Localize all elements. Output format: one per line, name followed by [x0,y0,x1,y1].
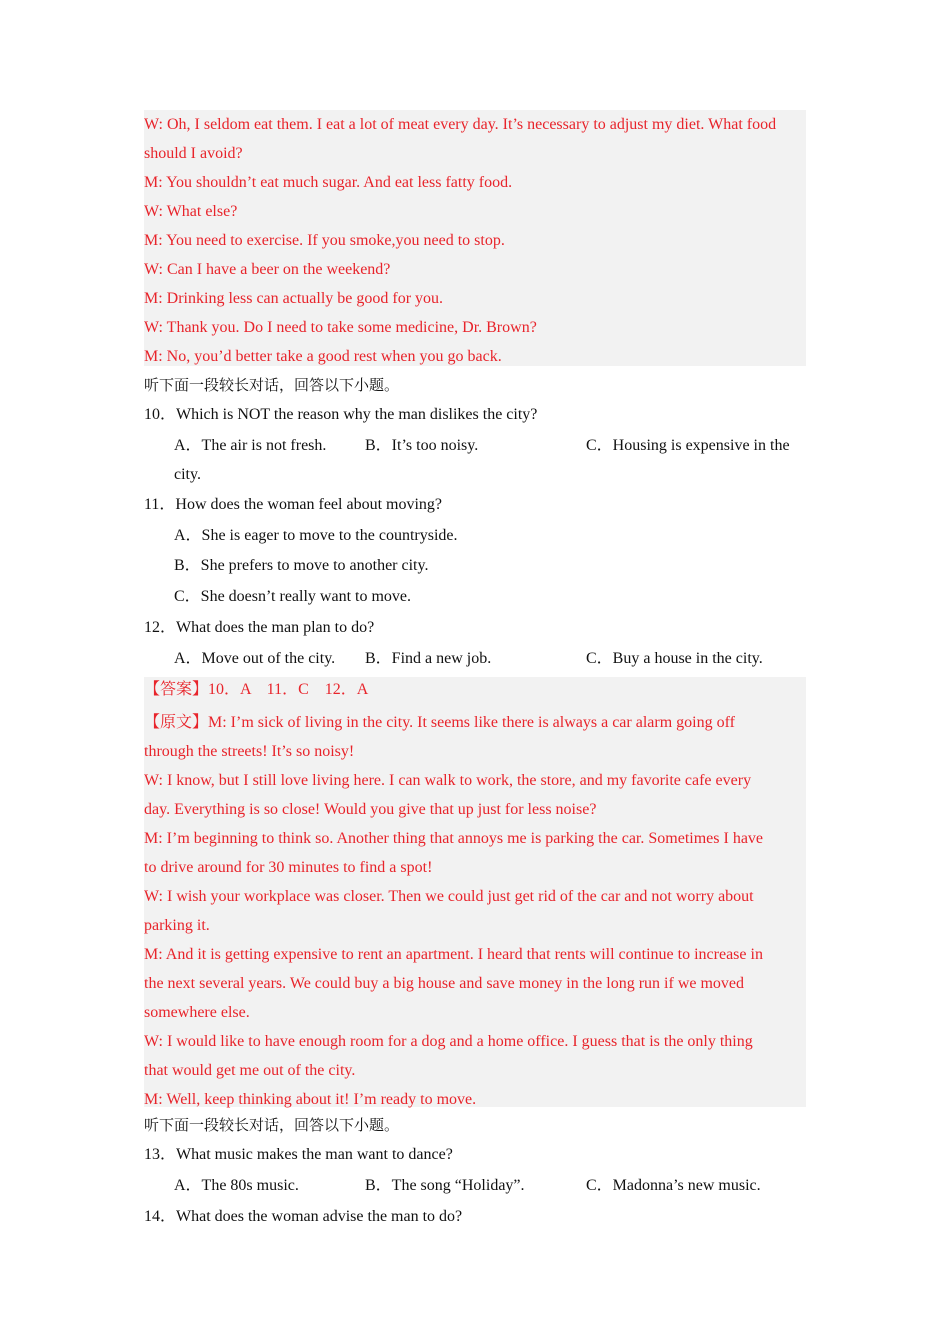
question-10-option-c-cont: city. [174,466,201,483]
transcript-line: W: Oh, I seldom eat them. I eat a lot of meat every day. It’s necessary to adjust my diet. What food [144,116,777,133]
transcript-line: W: What else? [144,203,238,220]
answer-block [144,677,806,1107]
transcript-line: M: No, you’d better take a good rest when you go back. [144,348,502,365]
question-11-option-c: C．She doesn’t really want to move. [174,588,412,605]
answer-line: 【答案】10．A 11．C 12．A [144,681,369,698]
transcript-line: W: I would like to have enough room for a dog and a home office. I guess that is the only thing [144,1033,753,1050]
transcript-line: 【原文】M: I’m sick of living in the city. It seems like there is always a car alarm going off [144,714,735,731]
question-11-option-a: A．She is eager to move to the countryside. [174,527,458,544]
question-13-option-b: B．The song “Holiday”. [365,1177,525,1194]
transcript-line: W: I know, but I still love living here. I can walk to work, the store, and my favorite cafe every [144,772,752,789]
transcript-line: parking it. [144,917,210,934]
question-10-option-c: C．Housing is expensive in the [586,437,790,454]
question-10-option-a: A．The air is not fresh. [174,437,327,454]
question-12-option-a: A．Move out of the city. [174,650,336,667]
question-13-option-a: A．The 80s music. [174,1177,299,1194]
section-intro: 听下面一段较长对话，回答以下小题。 [144,376,400,394]
question-12-stem: 12．What does the man plan to do? [144,619,375,636]
section-intro: 听下面一段较长对话，回答以下小题。 [144,1116,400,1134]
question-14-stem: 14．What does the woman advise the man to do? [144,1208,463,1225]
question-13-option-c: C．Madonna’s new music. [586,1177,761,1194]
transcript-line: M: I’m beginning to think so. Another thing that annoys me is parking the car. Sometimes I have [144,830,764,847]
transcript-line: somewhere else. [144,1004,250,1021]
transcript-line: M: You need to exercise. If you smoke,you need to stop. [144,232,505,249]
question-11-stem: 11．How does the woman feel about moving? [144,496,443,513]
transcript-line: M: Well, keep thinking about it! I’m ready to move. [144,1091,477,1108]
question-11-option-b: B．She prefers to move to another city. [174,557,429,574]
transcript-line: that would get me out of the city. [144,1062,356,1079]
transcript-line: M: Drinking less can actually be good for you. [144,290,444,307]
question-12-option-c: C．Buy a house in the city. [586,650,763,667]
transcript-line: day. Everything is so close! Would you give that up just for less noise? [144,801,597,818]
transcript-line: W: Thank you. Do I need to take some medicine, Dr. Brown? [144,319,537,336]
transcript-line: M: And it is getting expensive to rent an apartment. I heard that rents will continue to increase in [144,946,763,963]
transcript-line: through the streets! It’s so noisy! [144,743,355,760]
transcript-line: W: Can I have a beer on the weekend? [144,261,391,278]
question-12-option-b: B．Find a new job. [365,650,492,667]
question-10-option-b: B．It’s too noisy. [365,437,479,454]
question-10-stem: 10．Which is NOT the reason why the man dislikes the city? [144,406,538,423]
transcript-line: should I avoid? [144,145,243,162]
question-13-stem: 13．What music makes the man want to dance? [144,1146,453,1163]
transcript-line: W: I wish your workplace was closer. Then we could just get rid of the car and not worry about [144,888,754,905]
transcript-line: M: You shouldn’t eat much sugar. And eat less fatty food. [144,174,513,191]
transcript-top [144,110,806,366]
transcript-line: to drive around for 30 minutes to find a spot! [144,859,433,876]
transcript-line: the next several years. We could buy a big house and save money in the long run if we moved [144,975,745,992]
